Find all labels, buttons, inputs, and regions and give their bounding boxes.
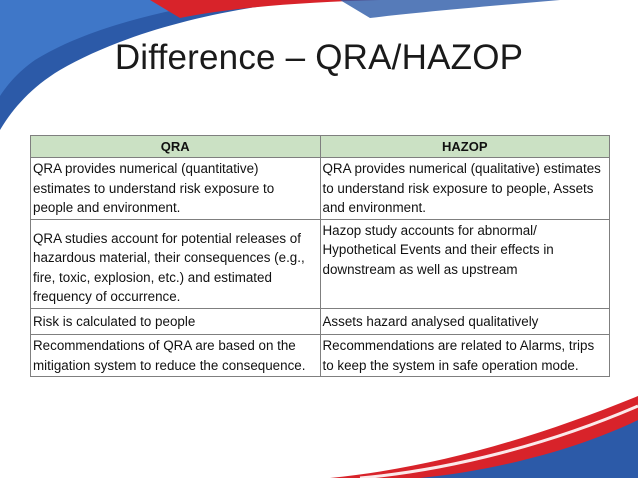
table-row: [31, 308, 610, 335]
slide-title: Difference – QRA/HAZOP: [114, 38, 524, 77]
table-row: [31, 158, 610, 220]
cell-hazop: Hazop study accounts for abnormal/ Hypothetical Events and their effects in downstream as well as upstream: [320, 219, 610, 308]
cell-qra: Risk is calculated to people: [31, 308, 321, 335]
table-row: [31, 219, 610, 308]
table-header-row: [31, 136, 610, 158]
cell-text: QRA studies account for potential releases of hazardous material, their consequences (e.g., fire, toxic, explosion, etc.) and estimated frequency of occurrence.: [33, 230, 305, 304]
comparison-table: [30, 135, 610, 377]
header-qra: QRA: [31, 136, 321, 158]
cell-qra: [31, 219, 321, 308]
cell-qra: Recommendations of QRA are based on the mitigation system to reduce the consequence.: [31, 335, 321, 377]
cell-hazop: QRA provides numerical (qualitative) estimates to understand risk exposure to people, Assets and environment.: [320, 158, 610, 220]
cell-hazop: Recommendations are related to Alarms, trips to keep the system in safe operation mode.: [320, 335, 610, 377]
cell-qra: QRA provides numerical (quantitative) estimates to understand risk exposure to people and environment.: [31, 158, 321, 220]
header-hazop: HAZOP: [320, 136, 610, 158]
table-row: [31, 335, 610, 377]
cell-hazop: Assets hazard analysed qualitatively: [320, 308, 610, 335]
swoosh-blue-top-right: [340, 0, 560, 18]
